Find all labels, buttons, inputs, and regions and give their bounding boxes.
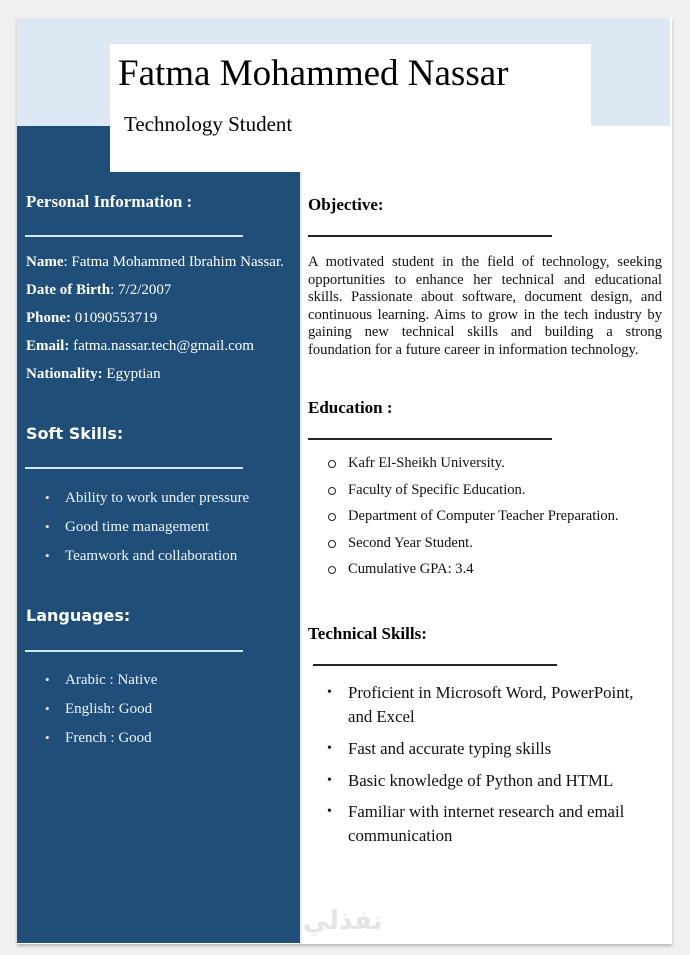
personal-info-rule — [25, 235, 243, 237]
bullet-icon: • — [45, 730, 50, 745]
list-item-text: English: Good — [65, 701, 153, 717]
soft-skills-heading: Soft Skills: — [26, 424, 124, 443]
personal-info-heading: Personal Information : — [26, 192, 193, 211]
list-item-text: Familiar with internet research and email communication — [348, 802, 625, 845]
bullet-icon: • — [45, 490, 50, 505]
list-item-text: Ability to work under pressure — [65, 490, 250, 506]
education-rule — [308, 438, 552, 440]
info-sep: : — [63, 254, 72, 270]
list-item-text: Department of Computer Teacher Preparation. — [348, 508, 619, 524]
languages-rule — [25, 650, 243, 652]
languages-heading: Languages: — [26, 606, 131, 625]
list-item-text: Faculty of Specific Education. — [348, 481, 526, 498]
circle-bullet-icon — [328, 513, 336, 521]
bullet-icon: • — [45, 548, 50, 563]
bullet-icon: • — [45, 701, 50, 716]
info-dob — [26, 282, 171, 299]
list-item-text: Teamwork and collaboration — [65, 548, 238, 564]
full-name: Fatma Mohammed Nassar — [118, 53, 509, 94]
objective-heading: Objective: — [308, 195, 384, 214]
info-email — [26, 338, 254, 355]
technical-skills-list — [17, 681, 658, 847]
info-label: Name — [26, 254, 64, 270]
list-item-text: Fast and accurate typing skills — [348, 739, 552, 758]
education-heading: Education : — [308, 398, 393, 417]
list-item-text: Kafr El-Sheikh University. — [348, 455, 505, 471]
objective-rule — [308, 235, 552, 237]
bullet-icon: • — [327, 685, 332, 700]
info-label: Nationality: — [26, 366, 103, 382]
technical-skills-rule — [313, 664, 557, 666]
circle-bullet-icon — [328, 460, 336, 468]
list-item-text: Proficient in Microsoft Word, PowerPoint, and Excel — [348, 683, 634, 726]
job-title: Technology Student — [124, 112, 293, 136]
info-value: fatma.nassar.tech@gmail.com — [73, 338, 254, 354]
info-value: 7/2/2007 — [118, 282, 172, 298]
bullet-icon: • — [327, 772, 332, 788]
info-sep: : — [110, 282, 119, 298]
info-label: Date of Birth — [26, 282, 111, 298]
bullet-icon: • — [327, 741, 332, 756]
list-item-text: Arabic : Native — [65, 672, 158, 688]
bullet-icon: • — [327, 804, 332, 819]
list-item-text: French : Good — [65, 730, 152, 746]
list-item — [17, 681, 658, 728]
bullet-icon: • — [45, 519, 50, 534]
objective-text: A motivated student in the field of technology, seeking opportunities to enhance her technical and educational skills. Passionate about software, document design, and continuous learning. Aims to grow in the tech industry by gaining new technical skills and building a strong foundation for a future career in information technology. — [308, 254, 662, 358]
info-value: Egyptian — [106, 366, 161, 382]
circle-bullet-icon — [328, 540, 336, 548]
soft-skills-rule — [25, 467, 243, 469]
list-item — [17, 800, 658, 847]
circle-bullet-icon — [328, 487, 336, 495]
list-item-text: Second Year Student. — [348, 534, 473, 551]
list-item — [17, 737, 658, 761]
list-item-text: Basic knowledge of Python and HTML — [348, 770, 614, 790]
technical-skills-heading: Technical Skills: — [308, 624, 427, 643]
info-name — [26, 254, 284, 271]
info-nationality — [26, 366, 161, 383]
resume-page — [17, 18, 672, 944]
list-item-text: Cumulative GPA: 3.4 — [348, 561, 474, 577]
info-value: Fatma Mohammed Ibrahim Nassar. — [71, 254, 284, 270]
info-phone — [26, 310, 157, 327]
info-label: Phone: — [26, 310, 71, 326]
bullet-icon: • — [45, 672, 50, 687]
list-item — [17, 769, 658, 793]
list-item-text: Good time management — [65, 519, 210, 535]
circle-bullet-icon — [328, 566, 336, 574]
info-label: Email: — [26, 338, 70, 354]
info-value: 01090553719 — [74, 310, 158, 326]
watermark-logo: نفذلي — [303, 906, 383, 936]
